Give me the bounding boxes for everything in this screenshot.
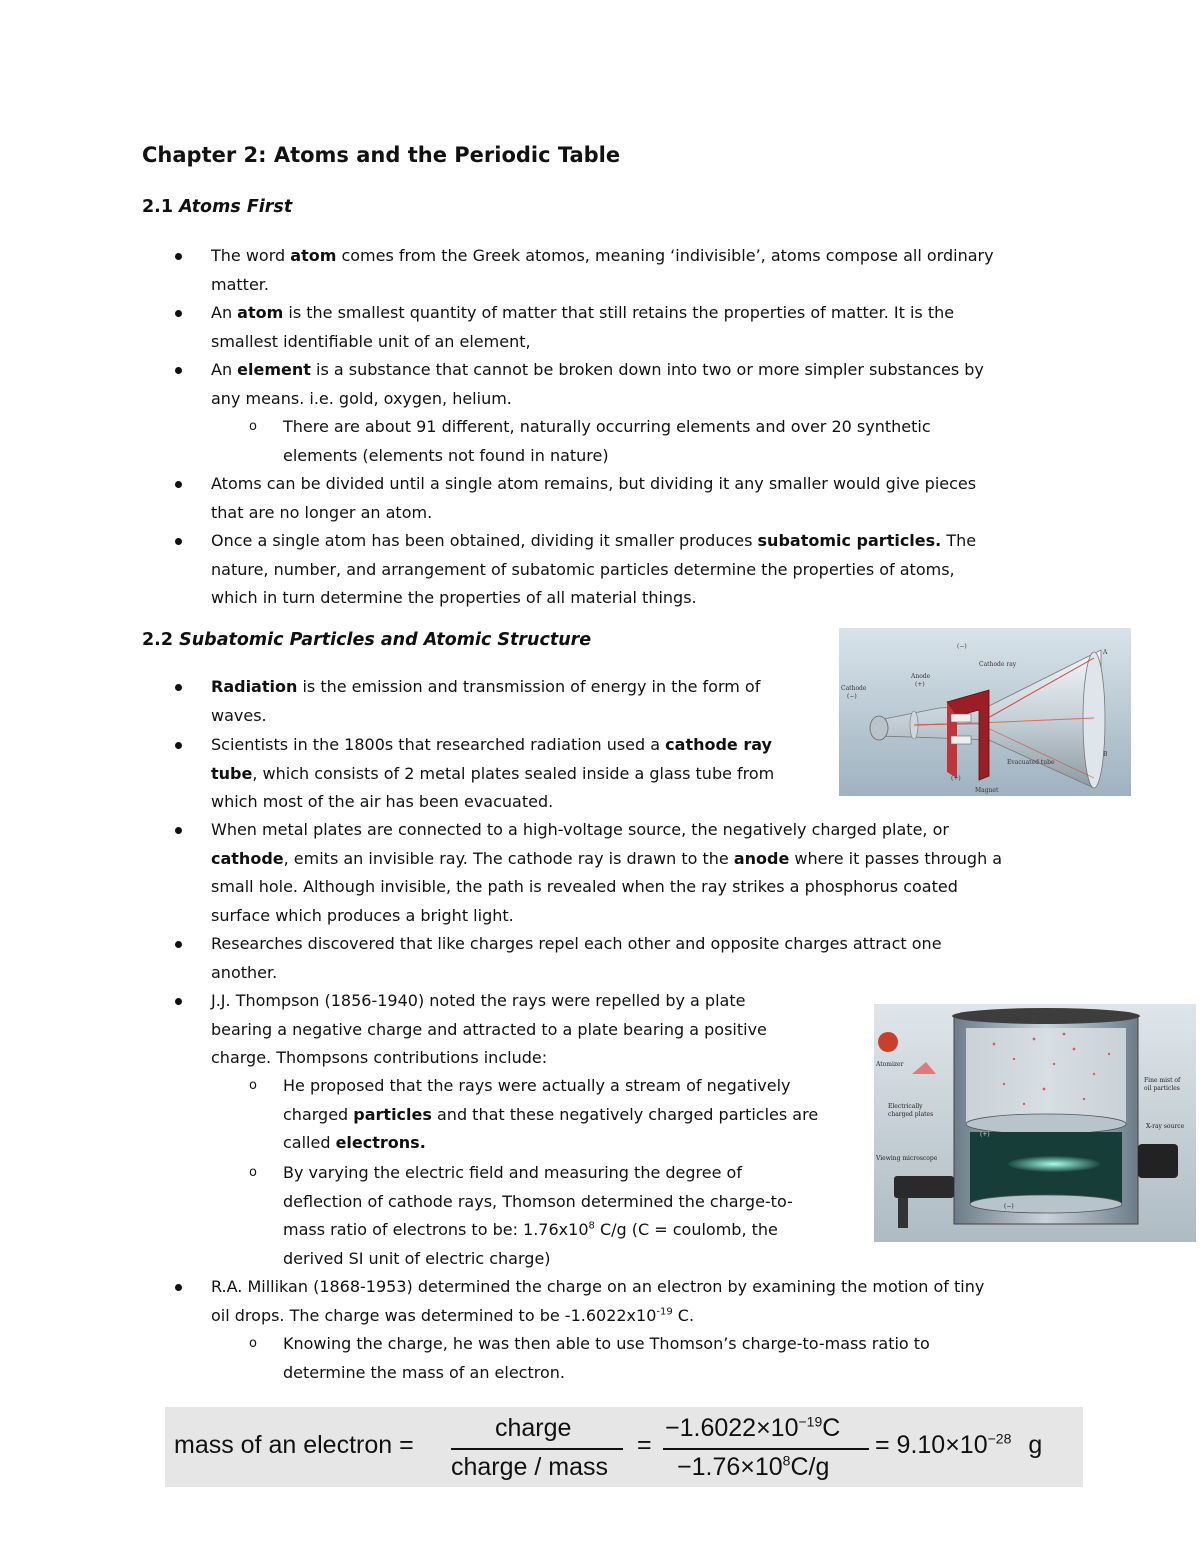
sub-bullet-marker: o bbox=[249, 1165, 257, 1180]
equation-denominator-2: $-1.76\times 10^8C/g$ bbox=[677, 1452, 830, 1481]
equation-denominator-1: charge / mass bbox=[451, 1453, 609, 1481]
section-2-1-heading bbox=[142, 197, 292, 217]
electron-mass-equation bbox=[165, 1407, 1083, 1487]
equation-numerator-1: charge bbox=[495, 1414, 572, 1442]
section-number: 2.1 bbox=[142, 197, 174, 217]
fraction-bar bbox=[663, 1448, 869, 1450]
section-number: 2.2 bbox=[142, 630, 174, 650]
bullet-icon bbox=[172, 470, 184, 499]
equation-result: = $9.10\times 10^{-28}$ g bbox=[875, 1430, 1043, 1459]
bullet-icon bbox=[172, 731, 184, 760]
bullet-icon bbox=[172, 527, 184, 556]
crt-label-cathode: Cathode bbox=[841, 685, 867, 692]
bullet-icon bbox=[172, 930, 184, 959]
oil-label-cloud: Fine mist of bbox=[1144, 1077, 1181, 1084]
bullet-icon bbox=[172, 987, 184, 1016]
oil-label-atomizer: Atomizer bbox=[876, 1061, 904, 1068]
crt-label-b: B bbox=[1103, 751, 1108, 758]
bullet-text: Atoms can be divided until a single atom remains, but dividing it any smaller would give pieces that are no longer an atom. bbox=[211, 474, 977, 522]
bullet-text: Once a single atom has been obtained, dividing it smaller produces subatomic particles. The nature, number, and arrangement of subatomic particles determine the properties of atoms, which in turn determine the properties of all material things. bbox=[211, 531, 977, 607]
bullet-text: The word atom comes from the Greek atomos, meaning ‘indivisible’, atoms compose all ordinary matter. bbox=[211, 246, 994, 294]
bullet-text: An element is a substance that cannot be broken down into two or more simpler substances by any means. i.e. gold, oxygen, helium. bbox=[211, 360, 984, 408]
bullet-text: J.J. Thompson (1856-1940) noted the rays were repelled by a plate bearing a negative charge and attracted to a plate bearing a positive charge. Thompsons contributions include: bbox=[211, 991, 767, 1067]
bullet-text: Researches discovered that like charges repel each other and opposite charges attract one another. bbox=[211, 934, 942, 982]
sub-bullet-text: Knowing the charge, he was then able to use Thomson’s charge-to-mass ratio to determine the mass of an electron. bbox=[283, 1334, 930, 1382]
oil-label-plus: (+) bbox=[980, 1131, 990, 1138]
sub-bullet-marker: o bbox=[249, 419, 257, 434]
chapter-title: Chapter 2: Atoms and the Periodic Table bbox=[142, 143, 621, 167]
bullet-text: R.A. Millikan (1868-1953) determined the charge on an electron by examining the motion of tiny oil drops. The charge was determined to be $-1.6022x10^{-19}$ C. bbox=[211, 1277, 985, 1325]
bullet-icon bbox=[172, 242, 184, 271]
sub-bullet-text: By varying the electric field and measuring the degree of deflection of cathode rays, Thomson determined the charge-to- mass ratio of electrons to be: $1.76x10^8$ C/g (C = coulomb, the derived SI unit of electric charge) bbox=[283, 1163, 793, 1268]
section-title: Atoms First bbox=[179, 197, 293, 217]
oil-label-plates: Electrically bbox=[888, 1103, 923, 1110]
cathode-ray-tube-figure bbox=[839, 628, 1131, 796]
crt-label-anode: Anode bbox=[911, 673, 931, 680]
bullet-text: Radiation is the emission and transmission of energy in the form of waves. bbox=[211, 677, 761, 725]
equation-lhs: mass of an electron = bbox=[174, 1431, 414, 1459]
equation-numerator-2: $-1.6022\times 10^{-19}C$ bbox=[665, 1413, 841, 1442]
bullet-icon bbox=[172, 816, 184, 845]
fraction-bar bbox=[451, 1448, 623, 1450]
section-title: Subatomic Particles and Atomic Structure bbox=[179, 630, 592, 650]
bullet-icon bbox=[172, 673, 184, 702]
bullet-text: An atom is the smallest quantity of matter that still retains the properties of matter. It is the smallest identifiable unit of an element, bbox=[211, 303, 955, 351]
bullet-icon bbox=[172, 1273, 184, 1302]
crt-label-a: A bbox=[1103, 649, 1108, 656]
section-2-2-heading bbox=[142, 630, 591, 650]
oil-label-cloud2: oil particles bbox=[1144, 1085, 1180, 1092]
crt-label-cathode-sign: (−) bbox=[847, 693, 857, 700]
sub-bullet-text: There are about 91 different, naturally occurring elements and over 20 synthetic elements (elements not found in nature) bbox=[283, 417, 931, 465]
oil-label-scope: Viewing microscope bbox=[876, 1155, 938, 1162]
oil-label-plates2: charged plates bbox=[888, 1111, 934, 1118]
crt-label-anode-sign: (+) bbox=[915, 681, 925, 688]
bullet-text: When metal plates are connected to a high-voltage source, the negatively charged plate, or cathode, emits an invisible ray. The cathode ray is drawn to the anode where it passes through a small hole. Although invisible, the path is revealed when the ray strikes a phosphorus coated surface which produces a bright light. bbox=[211, 820, 1003, 925]
sub-bullet-text: He proposed that the rays were actually a stream of negatively charged particles and that these negatively charged particles are called electrons. bbox=[283, 1076, 819, 1152]
crt-label-minus: (−) bbox=[957, 643, 967, 650]
sub-bullet-marker: o bbox=[249, 1336, 257, 1351]
bullet-text: Scientists in the 1800s that researched radiation used a cathode ray tube, which consists of 2 metal plates sealed inside a glass tube from which most of the air has been evacuated. bbox=[211, 735, 775, 811]
sub-bullet-marker: o bbox=[249, 1078, 257, 1093]
crt-label-magnet: Magnet bbox=[975, 787, 999, 794]
oil-label-xray: X-ray source bbox=[1146, 1123, 1185, 1130]
crt-label-plus: (+) bbox=[951, 775, 961, 782]
oil-drop-experiment-figure bbox=[874, 1004, 1196, 1242]
crt-label-evacuated: Evacuated tube bbox=[1007, 759, 1055, 766]
equation-equals: = bbox=[637, 1431, 652, 1459]
oil-label-minus: (−) bbox=[1004, 1203, 1014, 1210]
crt-label-cathode-ray: Cathode ray bbox=[979, 661, 1017, 668]
bullet-icon bbox=[172, 299, 184, 328]
bullet-icon bbox=[172, 356, 184, 385]
